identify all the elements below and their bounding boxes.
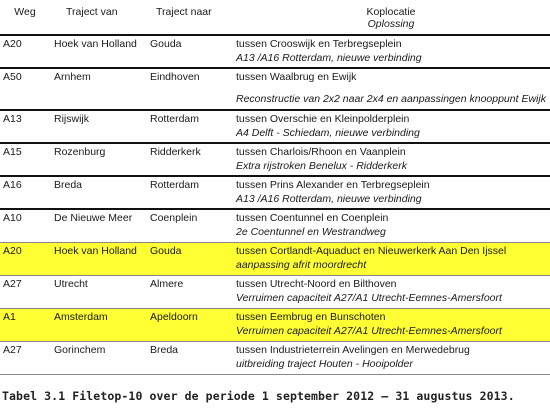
- oplossing-text: uitbreiding traject Houten - Hooipolder: [236, 357, 413, 370]
- cell-traject-naar: Gouda: [146, 242, 232, 275]
- koplocatie-text: tussen Industrieterrein Avelingen en Merwedebrug: [236, 343, 470, 356]
- table-caption: Tabel 3.1 Filetop-10 over de periode 1 september 2012 – 31 augustus 2013.: [2, 389, 515, 403]
- column-header-traject-van: Traject van: [50, 0, 146, 35]
- cell-koplocatie: [232, 35, 550, 68]
- oplossing-text: 2e Coentunnel en Westrandweg: [236, 226, 386, 238]
- koplocatie-text: tussen Cortlandt-Aquaduct en Nieuwerkerk Aan Den Ijssel: [236, 244, 507, 257]
- oplossing-text: A13 /A16 Rotterdam, nieuwe verbinding: [236, 193, 422, 205]
- oplossing-text: aanpassing afrit moordrecht: [236, 258, 367, 271]
- cell-weg: A15: [0, 143, 50, 176]
- cell-traject-van: Hoek van Holland: [54, 38, 137, 50]
- table-row: [0, 308, 550, 341]
- oplossing-text: Reconstructie van 2x2 naar 2x4 en aanpassingen knooppunt Ewijk: [236, 93, 546, 105]
- koplocatie-text: tussen Waalbrug en Ewijk: [236, 71, 357, 83]
- cell-traject-naar: Apeldoorn: [146, 308, 232, 341]
- cell-weg: A27: [0, 341, 50, 374]
- table-row: [0, 110, 550, 143]
- cell-traject-van: Arnhem: [50, 68, 146, 110]
- cell-weg: A13: [0, 110, 50, 143]
- table-body: [0, 35, 550, 374]
- cell-koplocatie: [232, 68, 550, 110]
- column-header-traject-naar: Traject naar: [146, 0, 232, 35]
- cell-koplocatie: [232, 176, 550, 209]
- cell-traject-naar: Rotterdam: [146, 176, 232, 209]
- cell-weg: A10: [0, 209, 50, 242]
- cell-traject-van: Breda: [50, 176, 146, 209]
- koplocatie-text: tussen Prins Alexander en Terbregseplein: [236, 179, 430, 191]
- koplocatie-text: tussen Overschie en Kleinpolderplein: [236, 113, 410, 125]
- cell-traject-naar: Breda: [146, 341, 232, 374]
- cell-weg: A20: [0, 242, 50, 275]
- table-row: [0, 176, 550, 209]
- cell-koplocatie: [232, 308, 550, 341]
- cell-traject-naar: Ridderkerk: [146, 143, 232, 176]
- cell-traject-van: Hoek van Holland: [50, 242, 146, 275]
- cell-traject-naar: Coenplein: [146, 209, 232, 242]
- cell-koplocatie: [232, 143, 550, 176]
- oplossing-text: A13 /A16 Rotterdam, nieuwe verbinding: [236, 52, 422, 64]
- cell-traject-van: Utrecht: [50, 275, 146, 308]
- cell-traject-van: Gorinchem: [50, 341, 146, 374]
- cell-weg: A20: [3, 38, 22, 50]
- table-row: [0, 68, 550, 110]
- oplossing-text: A4 Delft - Schiedam, nieuwe verbinding: [236, 127, 420, 139]
- column-header-weg: Weg: [0, 0, 50, 35]
- cell-traject-van: Rijswijk: [50, 110, 146, 143]
- oplossing-text: Verruimen capaciteit A27/A1 Utrecht-Eemnes-Amersfoort: [236, 324, 502, 337]
- cell-weg: A16: [0, 176, 50, 209]
- table-row: [0, 209, 550, 242]
- table-row: [0, 35, 550, 68]
- koplocatie-text: tussen Utrecht-Noord en Bilthoven: [236, 277, 397, 290]
- cell-weg: A50: [0, 68, 50, 110]
- oplossing-text: Extra rijstroken Benelux - Ridderkerk: [236, 160, 407, 172]
- cell-koplocatie: [232, 242, 550, 275]
- cell-traject-van: Amsterdam: [50, 308, 146, 341]
- cell-traject-naar: Rotterdam: [146, 110, 232, 143]
- column-header-koplocatie-label: Koplocatie: [366, 6, 416, 18]
- cell-koplocatie: [232, 209, 550, 242]
- koplocatie-text: tussen Crooswijk en Terbregseplein: [236, 38, 402, 50]
- cell-traject-naar: Almere: [146, 275, 232, 308]
- cell-weg: A1: [0, 308, 50, 341]
- cell-koplocatie: [232, 110, 550, 143]
- cell-koplocatie: [232, 275, 550, 308]
- cell-traject-van: Rozenburg: [50, 143, 146, 176]
- oplossing-text: Verruimen capaciteit A27/A1 Utrecht-Eemnes-Amersfoort: [236, 291, 502, 304]
- koplocatie-text: tussen Charlois/Rhoon en Vaanplein: [236, 146, 406, 158]
- cell-traject-van: De Nieuwe Meer: [50, 209, 146, 242]
- table-header: [0, 0, 550, 35]
- cell-traject-naar: Eindhoven: [146, 68, 232, 110]
- table-row: [0, 275, 550, 308]
- table-row: [0, 143, 550, 176]
- koplocatie-text: tussen Eembrug en Bunschoten: [236, 310, 386, 323]
- cell-weg: A27: [0, 275, 50, 308]
- column-header-oplossing-label: Oplossing: [367, 18, 415, 30]
- table-row: [0, 242, 550, 275]
- cell-traject-naar: Gouda: [150, 38, 182, 50]
- cell-koplocatie: [232, 341, 550, 374]
- koplocatie-text: tussen Coentunnel en Coenplein: [236, 212, 389, 224]
- table-row: [0, 341, 550, 374]
- column-header-koplocatie: [232, 0, 550, 35]
